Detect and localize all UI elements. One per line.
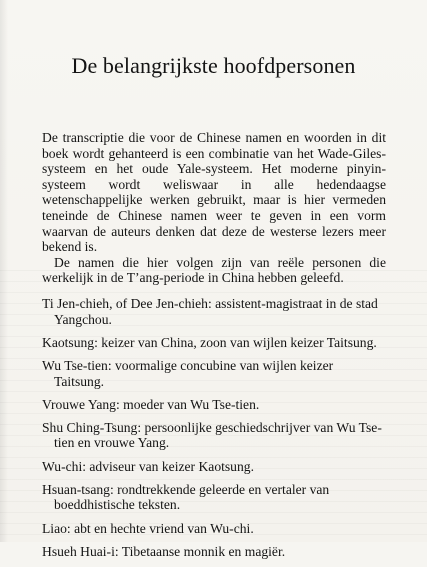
character-entry-shu-ching-tsung: Shu Ching-Tsung: persoonlijke geschiedschrijver van Wu Tse-tien en vrouwe Yang. — [42, 419, 382, 451]
character-entry-vrouwe-yang: Vrouwe Yang: moeder van Wu Tse-tien. — [42, 396, 260, 412]
intro-paragraph-real-persons: De namen die hier volgen zijn van reële personen die werkelijk in de T’ang-periode in China hebben geleefd. — [42, 254, 386, 286]
page-gutter-shadow — [0, 0, 8, 542]
character-entry-liao: Liao: abt en hechte vriend van Wu-chi. — [42, 520, 254, 536]
page-title: De belangrijkste hoofdpersonen — [71, 53, 356, 78]
character-entry-hsuan-tsang: Hsuan-tsang: rondtrekkende geleerde en vertaler van boeddhistische teksten. — [42, 481, 330, 513]
character-entry-wu-chi: Wu-chi: adviseur van keizer Kaotsung. — [42, 458, 254, 474]
character-entry-kaotsung: Kaotsung: keizer van China, zoon van wijlen keizer Taitsung. — [42, 334, 377, 350]
character-entry-ti-jen-chieh: Ti Jen-chieh, of Dee Jen-chieh: assistent-magistraat in de stad Yangchou. — [42, 295, 378, 327]
page-body — [42, 130, 386, 567]
character-entry-wu-tse-tien: Wu Tse-tien: voormalige concubine van wijlen keizer Taitsung. — [42, 357, 334, 389]
character-list — [42, 296, 386, 559]
character-entry-hsueh-huai-i: Hsueh Huai-i: Tibetaanse monnik en magiër. — [42, 543, 286, 559]
intro-paragraph-transcription: De transcriptie die voor de Chinese namen en woorden in dit boek wordt gehanteerd is een combinatie van het Wade-Giles-systeem en het oude Yale-systeem. Het moderne pinyin-systeem wordt weliswaar in alle hedendaagse wetenschappelijke werken gebruikt, maar is hier vermeden teneinde de Chinese namen weer te geven in een vorm waarvan de auteurs denken dat deze de westerse lezers meer bekend is. — [42, 130, 386, 255]
